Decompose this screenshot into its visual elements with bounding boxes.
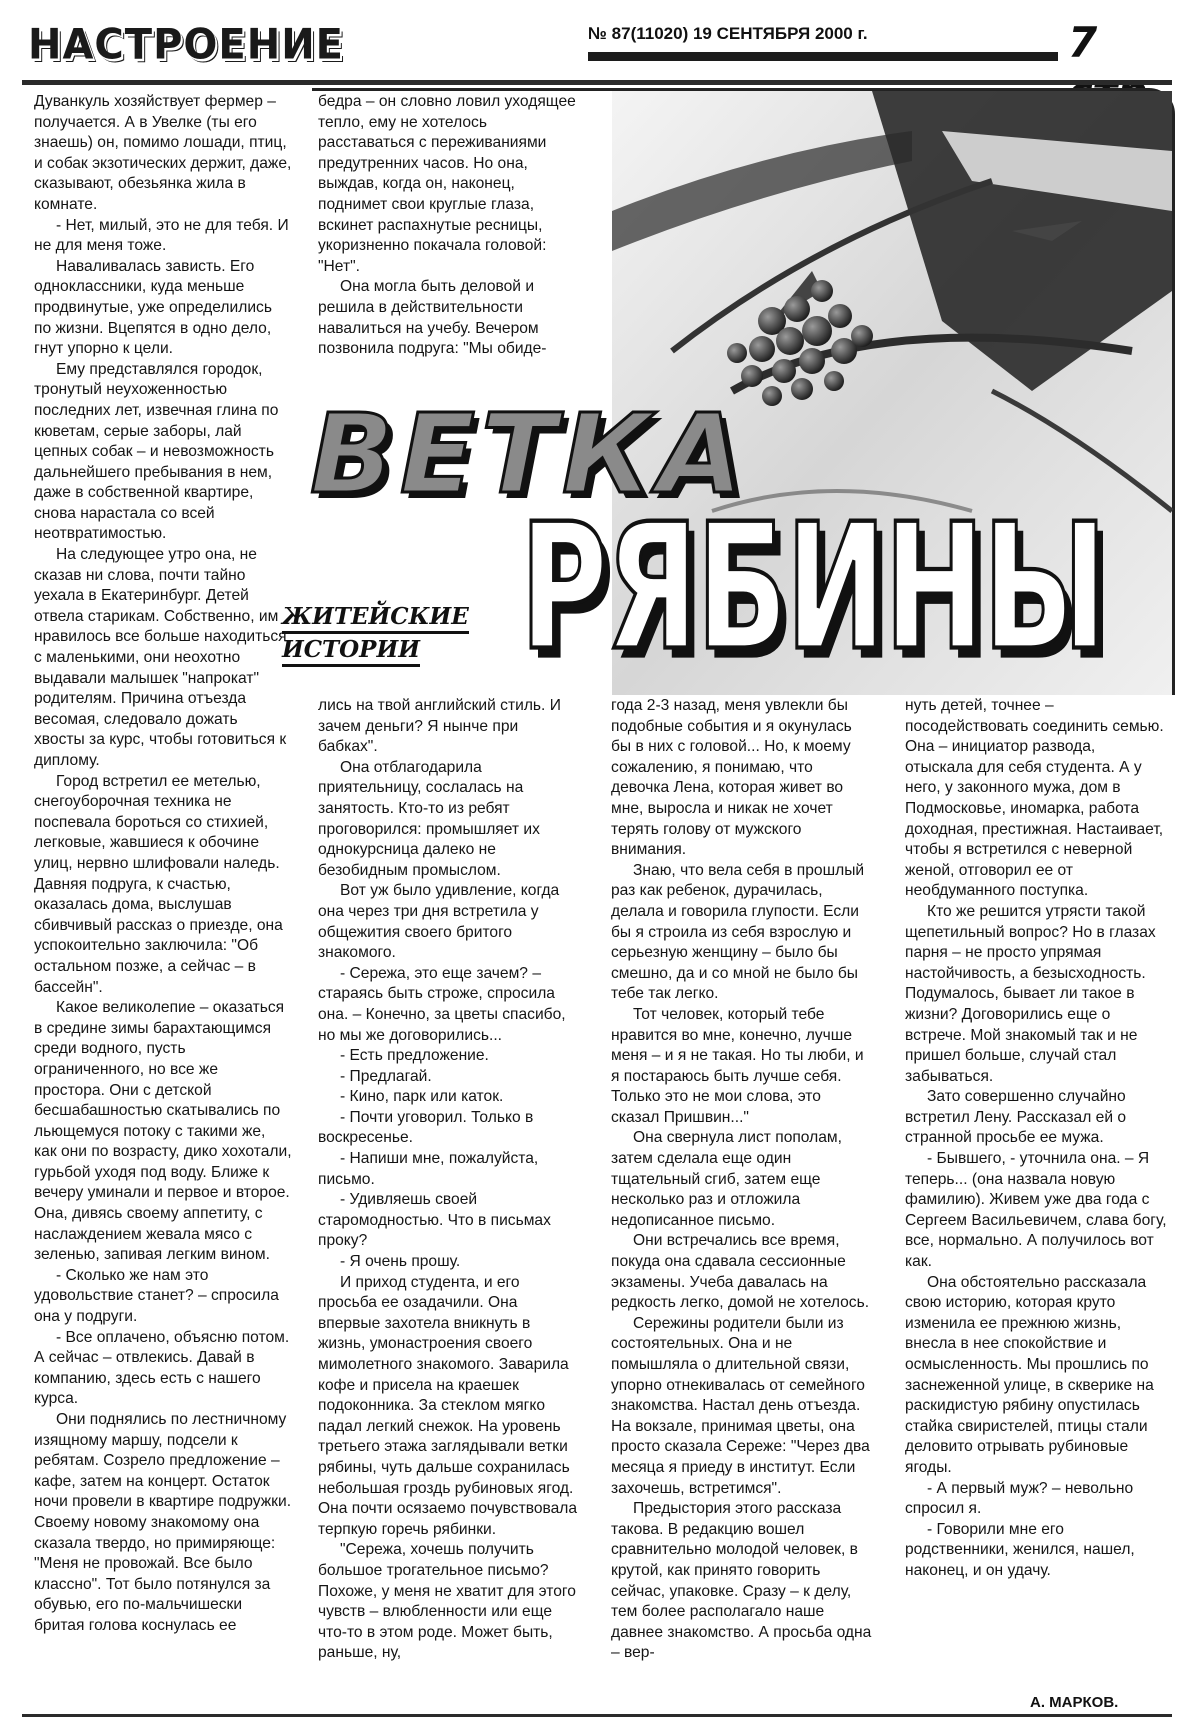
rubric-line-2: ИСТОРИИ	[282, 636, 420, 667]
paragraph: Она могла быть деловой и решила в действительности навалиться на учебу. Вечером позвонила подруга: "Мы обиде-	[318, 278, 547, 358]
paragraph: Город встретил ее метелью, снегоуборочная техника не поспевала бороться со стихией, легковые, жавшиеся к обочине улиц, нервно шлифовали наледь. Давняя подруга, к счастью, оказалась дома, выслушав сбивчивый рассказ о приезде, она успокоительно заключила: "Об остальном позже, а сейчас – в бассейн".	[34, 772, 283, 996]
paragraph: Тот человек, который тебе нравится во мне, конечно, лучше меня – и я не такая. Но ты люби, и я постараюсь быть лучше себя. Только это не мои слова, это сказал Пришвин..."	[611, 1005, 864, 1126]
paragraph: - Бывшего, - уточнила она. – Я теперь... (она назвала новую фамилию). Живем уже два года с Сергеем Васильевичем, слава богу, все, нормально. А получилось вот как.	[905, 1150, 1167, 1271]
paragraph: Кто же решится утрясти такой щепетильный вопрос? Но в глазах парня – не просто упрямая настойчивость, а безысходность. Подумалось, бывает ли такое в жизни? Договорились еще о встрече. Мой знакомый так и не пришел больше, случай стал забываться.	[905, 902, 1156, 1085]
article-column-1	[34, 92, 292, 1714]
paragraph: - Предлагай.	[340, 1067, 432, 1085]
paragraph: Они поднялись по лестничному изящному маршу, подсели к ребятам. Созрело предложение – кафе, затем на концерт. Остаток ночи провели в квартире подружки. Своему новому знакомому она сказала твердо, но примиряюще: "Меня не провожай. Все было классно". Тот было потянулся за обувью, его по-мальчишески бритая голова коснулась ее	[34, 1411, 292, 1634]
paragraph: - Сколько же нам это удовольствие станет? – спросила она у подруги.	[34, 1266, 279, 1326]
paragraph: Она отблагодарила приятельницу, сослалась на занятость. Кто-то из ребят проговорился: промышляет их однокурсница далеко не безобидным промыслом.	[318, 758, 540, 879]
paragraph: - Говорили мне его родственники, женился, нашел, наконец, и он удачу.	[905, 1520, 1135, 1579]
masthead-rule	[22, 80, 1172, 85]
paragraph: Сережины родители были из состоятельных. Она и не помышляла о длительной связи, упорно отнекивалась от семейного знакомства. Настал день отъезда. На вокзале, принимая цветы, она просто сказала Сереже: "Через два месяца я приеду в институт. Если захочешь, встретимся".	[611, 1314, 870, 1497]
paragraph: Наваливалась зависть. Его одноклассники, куда меньше продвинутые, уже определились по жизни. Вцепятся в одно дело, гнут упорно к цели.	[34, 257, 272, 358]
paragraph: бедра – он словно ловил уходящее тепло, ему не хотелось расставаться с переживаниями предутренних часов. Но она, выждав, когда он, наконец, поднимет свои круглые глаза, вскинет распахнутые ресницы, укоризненно покачала головой: "Нет".	[318, 93, 576, 275]
paragraph: - Сережа, это еще зачем? – стараясь быть строже, спросила она. – Конечно, за цветы спасибо, но мы же договорились...	[318, 964, 566, 1044]
paragraph: И приход студента, и его просьба ее озадачили. Она впервые захотела вникнуть в жизнь, умонастроения своего мимолетного знакомого. Заварила кофе и присела на краешек подоконника. За стеклом мягко падал легкий снежок. На уровень третьего этажа заглядывали ветки рябины, чуть дальше сохранилась небольшая гроздь рубиновых ягод. Она почти осязаемо почувствовала терпкую горечь рябинки.	[318, 1273, 578, 1538]
page-number: 7	[1068, 18, 1098, 67]
rubric-line-1: ЖИТЕЙСКИЕ	[282, 603, 469, 634]
paragraph: лись на твой английский стиль. И зачем деньги? Я нынче при бабках".	[318, 697, 561, 756]
paragraph: - Напиши мне, пожалуйста, письмо.	[318, 1150, 539, 1188]
issue-info: № 87(11020) 19 СЕНТЯБРЯ 2000 г.	[588, 24, 868, 43]
paragraph: Она свернула лист пополам, затем сделала еще один тщательный сгиб, затем еще несколько раз и отложила недописанное письмо.	[611, 1129, 842, 1229]
paragraph: года 2-3 назад, меня увлекли бы подобные события и я окунулась бы в них с головой... Но, к моему сожалению, я понимаю, что девочка Лена, которая живет во мне, выросла и никак не хочет терять голову от мужского внимания.	[611, 697, 852, 859]
paragraph: - Нет, милый, это не для тебя. И не для меня тоже.	[34, 216, 289, 255]
headline-second-word: РЯБИНЫ	[520, 488, 1106, 690]
article-column-3	[318, 696, 580, 1716]
masthead-bar	[588, 52, 1058, 61]
masthead	[22, 18, 1172, 76]
headline-first-word: ВЕТКА	[310, 390, 750, 518]
article-column-5	[905, 696, 1167, 1696]
paragraph: Предыстория этого рассказа такова. В редакцию вошел сравнительно молодой человек, в крутой, как принято говорить сейчас, упаковке. Сразу – к делу, тем более располагало наше давнее знакомство. А просьба одна – вер-	[611, 1500, 872, 1662]
paragraph: "Сережа, хочешь получить большое трогательное письмо? Похоже, у меня не хватит для этого чувств – влюбленности или еще что-то в этом роде. Может быть, раньше, ну,	[318, 1541, 576, 1662]
rubric	[282, 603, 469, 669]
paragraph: - Я очень прошу.	[340, 1253, 461, 1271]
section-title: НАСТРОЕНИЕ	[28, 20, 344, 70]
paragraph: Какое великолепие – оказаться в средине зимы барахтающимся среди водного, пусть ограниченного, но все же простора. Они с детской бесшабашностью скатывались по льющемуся потоку с такими же, как они по возрасту, дико хохотали, гурьбой уходя под воду. Ближе к вечеру уминали и первое и второе. Она, дивясь своему аппетиту, с наслаждением жевала мясо с зеленью, запивая легким вином.	[34, 999, 292, 1264]
paragraph: - Удивляешь своей старомодностью. Что в письмах проку?	[318, 1191, 551, 1250]
paragraph: Знаю, что вела себя в прошлый раз как ребенок, дурачилась, делала и говорила глупости. Если бы я строила из себя взрослую и серьезную женщину – было бы смешно, да и со мной не было бы тебе так легко.	[611, 861, 865, 1003]
paragraph: Вот уж было удивление, когда она через три дня встретила у общежития своего бритого знакомого.	[318, 882, 560, 962]
paragraph: - Есть предложение.	[340, 1047, 489, 1065]
bottom-rule	[22, 1714, 1172, 1717]
paragraph: - А первый муж? – невольно спросил я.	[905, 1479, 1134, 1518]
paragraph: Они встречались все время, покуда она сдавала сессионные экзамены. Учеба давалась на редкость легко, домой не хотелось.	[611, 1232, 870, 1312]
article-column-2	[318, 92, 582, 362]
paragraph: - Почти уговорил. Только в воскресенье.	[318, 1108, 534, 1147]
paragraph: Зато совершенно случайно встретил Лену. Рассказал ей о странной просьбе ее мужа.	[905, 1088, 1127, 1147]
paragraph: На следующее утро она, не сказав ни слова, почти тайно уехала в Екатеринбург. Детей отвела старикам. Собственно, им нравилось все больше находиться с маленькими, они неохотно выдавали малышек "напрокат" родителям. Причина отъезда весомая, следовало дожать хвосты за курс, чтобы готовиться к диплому.	[34, 546, 287, 769]
paragraph: Ему представлялся городок, тронутый неухоженностью последних лет, извечная глина по кюветам, серые заборы, лай цепных собак – и невозможность дальнейшего пребывания в нем, даже в собственной квартире, снова нарастала со всей неотвратимостью.	[34, 360, 279, 543]
author-byline: А. МАРКОВ.	[1030, 1694, 1119, 1711]
paragraph: Она обстоятельно рассказала свою историю, которая круто изменила ее прежнюю жизнь, внесла в нее спокойствие и осмысленность. Мы прошлись по заснеженной улице, в скверике на раскидистую рябину опустилась стайка свиристелей, птицы стали деловито отрывать рубиновые ягоды.	[905, 1273, 1154, 1476]
paragraph: - Все оплачено, объясню потом. А сейчас – отвлекись. Давай в компанию, здесь есть с нашего курса.	[34, 1328, 290, 1408]
paragraph: - Кино, парк или каток.	[340, 1088, 504, 1106]
paragraph: нуть детей, точнее – посодействовать соединить семью. Она – инициатор развода, отыскала для себя студента. А у него, у законного мужа, дом в Подмосковье, иномарка, работа доходная, престижная. Настаивает, чтобы я встретился с неверной женой, отговорил ее от необдуманного поступка.	[905, 697, 1164, 900]
paragraph: Дуванкуль хозяйствует фермер – получается. А в Увелке (ты его знаешь) он, помимо лошади, птиц, и собак экзотических держит, даже, сказывают, обезьянка жила в комнате.	[34, 93, 292, 213]
article-column-4	[611, 696, 873, 1716]
